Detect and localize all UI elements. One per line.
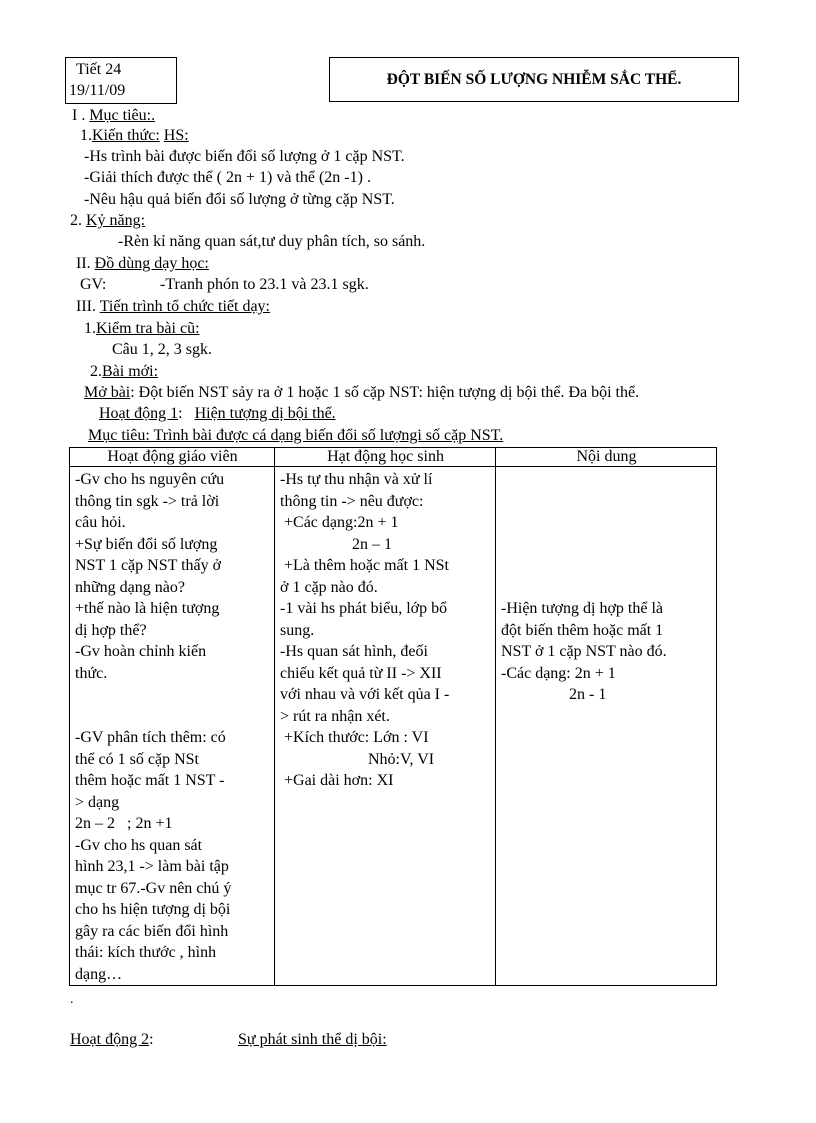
lesson-info-box xyxy=(65,57,177,104)
table-header-row xyxy=(70,448,717,467)
activity-table xyxy=(69,447,717,986)
new-lesson-heading: 2.Bài mới: xyxy=(90,363,159,380)
cell-line: +Là thêm hoặc mất 1 NSt xyxy=(280,557,449,574)
gv-label: GV: xyxy=(80,276,107,293)
cell-line: ở 1 cặp nào đó. xyxy=(280,578,378,596)
cell-line: > dạng xyxy=(75,793,120,811)
stray-dot: . xyxy=(70,992,74,1007)
cell-line: 2n – 2 ; 2n +1 xyxy=(75,815,173,832)
cell-line: 2n - 1 xyxy=(501,686,607,703)
skill-item: -Rèn kỉ năng quan sát,tư duy phân tích, so sánh. xyxy=(118,233,426,250)
cell-line: cho hs hiện tượng dị bội xyxy=(75,901,231,918)
cell-line: +thế nào là hiện tượng xyxy=(75,600,220,617)
cell-line: thái: kích thước , hình xyxy=(75,944,217,961)
activity2-title: Sự phát sinh thể dị bội: xyxy=(238,1031,387,1048)
cell-line: -Hs tự thu nhận và xử lí xyxy=(280,471,433,488)
spacer xyxy=(501,469,712,598)
cell-line: thêm hoặc mất 1 NST - xyxy=(75,772,225,789)
header-content: Nội dung xyxy=(496,448,717,467)
section2-heading: II. Đồ dùng dạy học: xyxy=(76,255,209,272)
cell-line: thông tin sgk -> trả lời xyxy=(75,492,220,510)
cell-line: đột biến thêm hoặc mất 1 xyxy=(501,621,664,639)
cell-line: với nhau và với kết qủa I - xyxy=(280,686,450,703)
cell-line: thức. xyxy=(75,664,108,682)
cell-line: NST 1 cặp NST thấy ở xyxy=(75,557,222,574)
cell-line: -Gv cho hs nguyên cứu xyxy=(75,471,225,488)
cell-line: -Gv cho hs quan sát xyxy=(75,836,203,854)
cell-line: +Các dạng:2n + 1 xyxy=(280,514,399,531)
knowledge-item-1: -Hs trình bài được biến đổi số lượng ở 1 cặp NST. xyxy=(84,148,405,165)
cell-line: câu hỏi. xyxy=(75,514,126,531)
cell-line: Nhỏ:V, VI xyxy=(280,750,435,768)
cell-line: -1 vài hs phát biểu, lớp bổ xyxy=(280,600,448,617)
header-student-activity: Hạt động học sinh xyxy=(275,448,496,467)
cell-line: -Các dạng: 2n + 1 xyxy=(501,664,616,682)
check-heading: 1.Kiểm tra bài cũ: xyxy=(84,320,200,337)
cell-line: > rút ra nhận xét. xyxy=(280,707,390,725)
cell-line: những dạng nào? xyxy=(75,578,185,596)
cell-line: -Hiện tượng dị hợp thể là xyxy=(501,600,664,617)
page-title: ĐỘT BIẾN SỐ LƯỢNG NHIỄM SẮC THỂ. xyxy=(329,57,739,102)
cell-line: -Gv hoàn chỉnh kiến xyxy=(75,643,207,660)
cell-line: dạng… xyxy=(75,965,123,983)
skill-heading: 2. Kỷ năng: xyxy=(70,212,146,229)
cell-line: sung. xyxy=(280,621,315,639)
teacher-activity-cell xyxy=(70,467,275,986)
cell-line: NST ở 1 cặp NST nào đó. xyxy=(501,643,667,660)
cell-line: thể có 1 số cặp NSt xyxy=(75,750,199,768)
check-item: Câu 1, 2, 3 sgk. xyxy=(112,341,212,358)
activity1-heading: Hoạt động 1: Hiện tượng dị bội thể. xyxy=(99,405,336,422)
cell-line: hình 23,1 -> làm bài tập xyxy=(75,858,229,875)
intro-line: Mở bài: Đột biến NST sảy ra ở 1 hoặc 1 số cặp NST: hiện tượng dị bội thể. Đa bội thể. xyxy=(84,384,640,401)
cell-line: mục tr 67.-Gv nên chú ý xyxy=(75,879,232,897)
cell-line: chiếu kết quả từ II -> XII xyxy=(280,664,442,682)
content-cell xyxy=(496,467,717,986)
knowledge-item-2: -Giải thích được thể ( 2n + 1) và thể (2n -1) . xyxy=(84,169,371,186)
cell-line: thông tin -> nêu được: xyxy=(280,492,424,510)
lesson-number: Tiết 24 xyxy=(76,61,122,78)
section3-heading: III. Tiến trình tổ chức tiết dạy: xyxy=(76,298,270,315)
table-row xyxy=(70,467,717,986)
spacer xyxy=(75,684,270,727)
cell-line: +Gai dài hơn: XI xyxy=(280,772,394,789)
activity2-heading: Hoạt động 2: xyxy=(70,1031,154,1048)
goal-line: Mục tiêu: Trình bài được cá dạng biến đổi số lượngi số cặp NST. xyxy=(88,427,504,444)
cell-line: -Hs quan sát hình, đeối xyxy=(280,643,428,660)
cell-line: 2n – 1 xyxy=(280,535,392,553)
gv-item: -Tranh phón to 23.1 và 23.1 sgk. xyxy=(160,276,369,293)
knowledge-heading: 1.Kiến thức: HS: xyxy=(80,127,189,144)
cell-line: dị hợp thể? xyxy=(75,621,147,639)
lesson-date: 19/11/09 xyxy=(69,82,126,99)
cell-line: +Kích thước: Lớn : VI xyxy=(280,729,429,746)
knowledge-item-3: -Nêu hậu quả biến đổi số lượng ở từng cặp NST. xyxy=(84,191,395,208)
cell-line: gây ra các biến đổi hình xyxy=(75,922,229,940)
cell-line: -GV phân tích thêm: có xyxy=(75,729,226,746)
header-teacher-activity: Hoạt động giáo viên xyxy=(70,448,275,467)
student-activity-cell xyxy=(275,467,496,986)
section1-heading: I . Mục tiêu:. xyxy=(72,107,156,124)
cell-line: +Sự biến đổi số lượng xyxy=(75,535,218,553)
